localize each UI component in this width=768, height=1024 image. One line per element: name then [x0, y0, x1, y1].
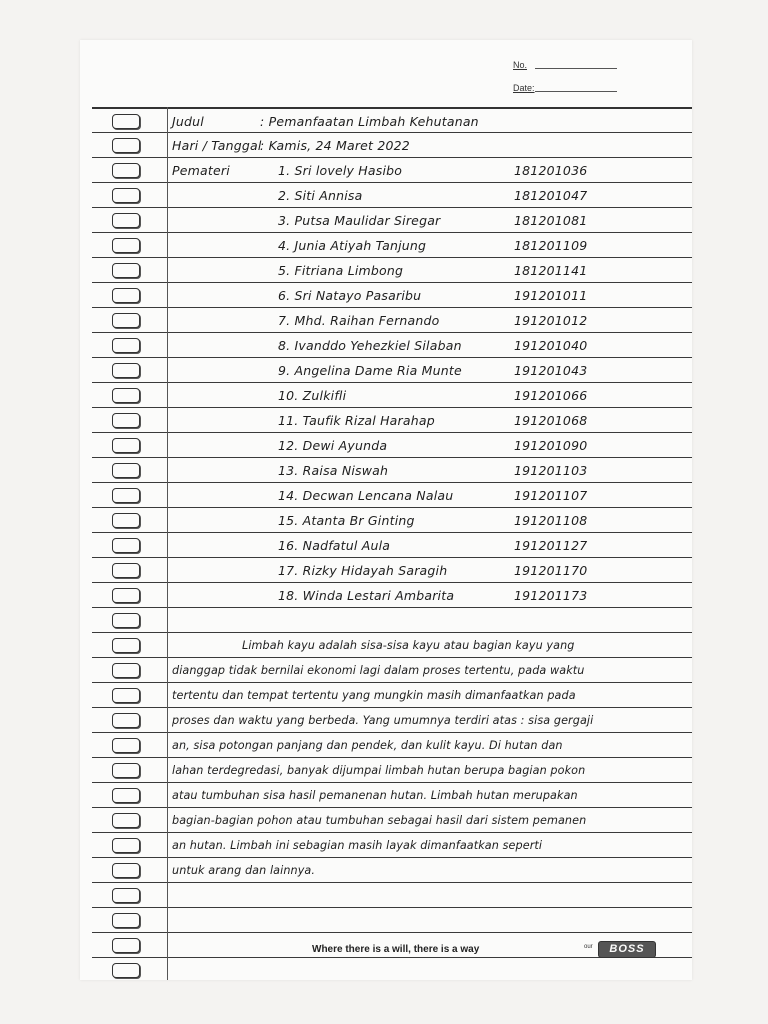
checkbox-tab[interactable] — [112, 813, 140, 828]
ruled-row — [92, 582, 692, 608]
brand-logo — [584, 941, 654, 957]
checkbox-tab[interactable] — [112, 913, 140, 928]
checkbox-tab[interactable] — [112, 363, 140, 378]
pemateri-label: Pemateri — [172, 163, 230, 178]
ruled-row — [92, 482, 692, 508]
paragraph-line: an hutan. Limbah ini sebagian masih layak dimanfaatkan seperti — [172, 839, 543, 852]
checkbox-tab[interactable] — [112, 838, 140, 853]
ruled-row — [92, 682, 692, 708]
member-nim: 181201081 — [514, 213, 588, 228]
ruled-lines — [92, 107, 692, 982]
no-field — [513, 60, 617, 70]
checkbox-tab[interactable] — [112, 613, 140, 628]
checkbox-tab[interactable] — [112, 213, 140, 228]
member-name: 18. Winda Lestari Ambarita — [278, 588, 455, 603]
member-nim: 191201107 — [514, 488, 588, 503]
member-nim: 191201043 — [514, 363, 588, 378]
checkbox-tab[interactable] — [112, 563, 140, 578]
paragraph-line: bagian-bagian pohon atau tumbuhan sebagai hasil dari sistem pemanen — [172, 814, 587, 827]
ruled-row — [92, 257, 692, 283]
member-name: 5. Fitriana Limbong — [278, 263, 404, 278]
checkbox-tab[interactable] — [112, 963, 140, 978]
ruled-row — [92, 782, 692, 808]
footer-motto: Where there is a will, there is a way — [312, 944, 480, 955]
date-label: Date: — [513, 83, 535, 93]
checkbox-tab[interactable] — [112, 588, 140, 603]
member-name: 3. Putsa Maulidar Siregar — [278, 213, 441, 228]
checkbox-tab[interactable] — [112, 313, 140, 328]
ruled-row — [92, 807, 692, 833]
checkbox-tab[interactable] — [112, 513, 140, 528]
member-nim: 181201109 — [514, 238, 588, 253]
member-nim: 191201068 — [514, 413, 588, 428]
checkbox-tab[interactable] — [112, 288, 140, 303]
checkbox-tab[interactable] — [112, 114, 140, 129]
ruled-row — [92, 157, 692, 183]
ruled-row — [92, 857, 692, 883]
checkbox-tab[interactable] — [112, 138, 140, 153]
ruled-row — [92, 832, 692, 858]
member-nim: 181201047 — [514, 188, 588, 203]
member-nim: 191201011 — [514, 288, 588, 303]
checkbox-tab[interactable] — [112, 538, 140, 553]
brand-prefix: our — [584, 944, 593, 950]
member-name: 7. Mhd. Raihan Fernando — [278, 313, 440, 328]
paragraph-line: dianggap tidak bernilai ekonomi lagi dalam proses tertentu, pada waktu — [172, 664, 585, 677]
ruled-row — [92, 382, 692, 408]
member-nim: 191201170 — [514, 563, 588, 578]
ruled-row — [92, 232, 692, 258]
member-nim: 191201127 — [514, 538, 588, 553]
brand-name: BOSS — [598, 941, 656, 958]
checkbox-tab[interactable] — [112, 788, 140, 803]
paragraph-line: Limbah kayu adalah sisa-sisa kayu atau bagian kayu yang — [242, 639, 575, 652]
hari-label: Hari / Tanggal — [172, 138, 262, 153]
ruled-row — [92, 607, 692, 633]
checkbox-tab[interactable] — [112, 488, 140, 503]
hari-value: : Kamis, 24 Maret 2022 — [260, 138, 410, 153]
member-name: 12. Dewi Ayunda — [278, 438, 388, 453]
member-name: 1. Sri lovely Hasibo — [278, 163, 403, 178]
ruled-row — [92, 207, 692, 233]
member-name: 9. Angelina Dame Ria Munte — [278, 363, 462, 378]
checkbox-tab[interactable] — [112, 763, 140, 778]
checkbox-tab[interactable] — [112, 638, 140, 653]
no-label: No. — [513, 60, 528, 70]
ruled-row — [92, 707, 692, 733]
member-nim: 191201012 — [514, 313, 588, 328]
judul-value: : Pemanfaatan Limbah Kehutanan — [260, 114, 479, 129]
checkbox-tab[interactable] — [112, 738, 140, 753]
ruled-row — [92, 957, 692, 983]
checkbox-tab[interactable] — [112, 938, 140, 953]
member-nim: 191201103 — [514, 463, 588, 478]
ruled-row — [92, 532, 692, 558]
member-name: 14. Decwan Lencana Nalau — [278, 488, 454, 503]
ruled-row — [92, 557, 692, 583]
ruled-row — [92, 107, 692, 134]
member-name: 16. Nadfatul Aula — [278, 538, 391, 553]
member-nim: 191201108 — [514, 513, 588, 528]
member-name: 17. Rizky Hidayah Saragih — [278, 563, 448, 578]
member-name: 6. Sri Natayo Pasaribu — [278, 288, 422, 303]
checkbox-tab[interactable] — [112, 388, 140, 403]
member-name: 13. Raisa Niswah — [278, 463, 389, 478]
member-name: 8. Ivanddo Yehezkiel Silaban — [278, 338, 462, 353]
checkbox-tab[interactable] — [112, 713, 140, 728]
paragraph-line: an, sisa potongan panjang dan pendek, dan kulit kayu. Di hutan dan — [172, 739, 563, 752]
member-name: 11. Taufik Rizal Harahap — [278, 413, 435, 428]
member-nim: 191201173 — [514, 588, 588, 603]
checkbox-tab[interactable] — [112, 688, 140, 703]
notebook-page — [80, 40, 692, 980]
checkbox-tab[interactable] — [112, 188, 140, 203]
ruled-row — [92, 882, 692, 908]
ruled-row — [92, 307, 692, 333]
ruled-row — [92, 632, 692, 658]
ruled-row — [92, 132, 692, 158]
ruled-row — [92, 282, 692, 308]
checkbox-tab[interactable] — [112, 663, 140, 678]
member-name: 10. Zulkifli — [278, 388, 347, 403]
ruled-row — [92, 357, 692, 383]
paragraph-line: atau tumbuhan sisa hasil pemanenan hutan. Limbah hutan merupakan — [172, 789, 578, 802]
ruled-row — [92, 407, 692, 433]
date-field — [513, 83, 617, 93]
checkbox-tab[interactable] — [112, 263, 140, 278]
ruled-row — [92, 907, 692, 933]
ruled-row — [92, 732, 692, 758]
ruled-row — [92, 432, 692, 458]
member-name: 4. Junia Atiyah Tanjung — [278, 238, 427, 253]
ruled-row — [92, 457, 692, 483]
checkbox-tab[interactable] — [112, 888, 140, 903]
checkbox-tab[interactable] — [112, 863, 140, 878]
checkbox-tab[interactable] — [112, 163, 140, 178]
checkbox-tab[interactable] — [112, 238, 140, 253]
judul-label: Judul — [172, 114, 204, 129]
member-nim: 191201066 — [514, 388, 588, 403]
checkbox-tab[interactable] — [112, 413, 140, 428]
member-nim: 181201141 — [514, 263, 588, 278]
ruled-row — [92, 182, 692, 208]
checkbox-tab[interactable] — [112, 338, 140, 353]
ruled-row — [92, 757, 692, 783]
checkbox-tab[interactable] — [112, 463, 140, 478]
member-nim: 191201090 — [514, 438, 588, 453]
paragraph-line: lahan terdegredasi, banyak dijumpai limbah hutan berupa bagian pokon — [172, 764, 586, 777]
paragraph-line: tertentu dan tempat tertentu yang mungkin masih dimanfaatkan pada — [172, 689, 576, 702]
member-name: 15. Atanta Br Ginting — [278, 513, 415, 528]
member-nim: 191201040 — [514, 338, 588, 353]
margin-line — [167, 107, 168, 980]
ruled-row — [92, 332, 692, 358]
checkbox-tab[interactable] — [112, 438, 140, 453]
member-name: 2. Siti Annisa — [278, 188, 363, 203]
ruled-row — [92, 657, 692, 683]
ruled-row — [92, 507, 692, 533]
member-nim: 181201036 — [514, 163, 588, 178]
paragraph-line: proses dan waktu yang berbeda. Yang umumnya terdiri atas : sisa gergaji — [172, 714, 594, 727]
paragraph-line: untuk arang dan lainnya. — [172, 864, 316, 877]
